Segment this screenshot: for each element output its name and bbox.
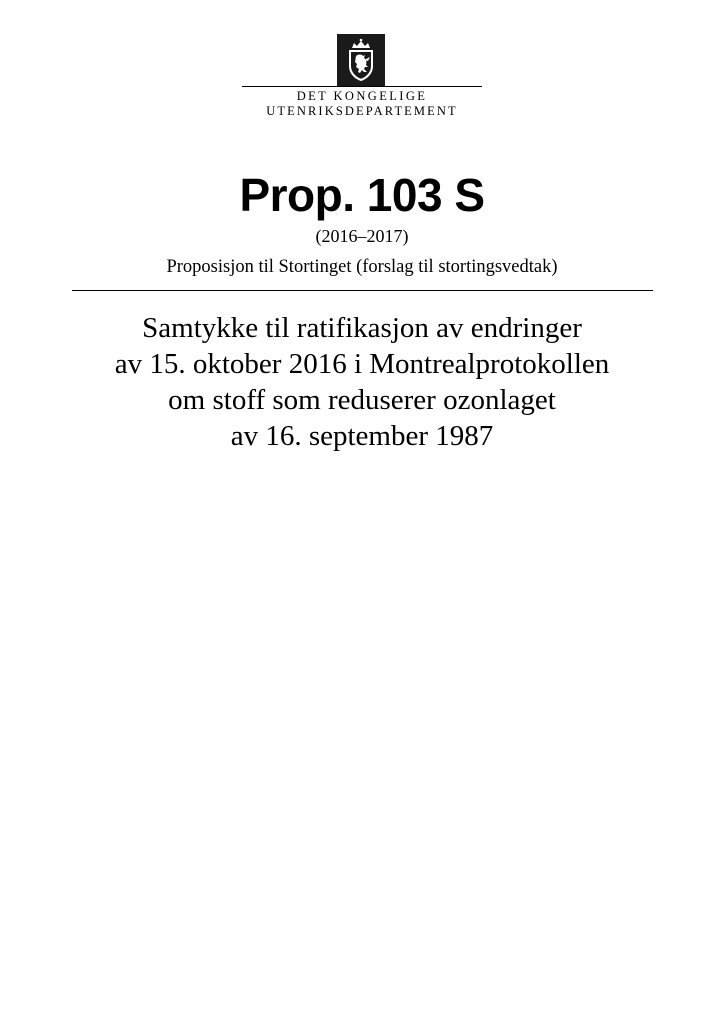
coat-of-arms-icon xyxy=(337,34,385,86)
ministry-line-2: UTENRIKSDEPARTEMENT xyxy=(266,104,458,118)
ministry-top-rule xyxy=(242,86,482,87)
proposition-type: Proposisjon til Stortinget (forslag til stortingsvedtak) xyxy=(166,257,558,277)
ministry-name-block xyxy=(240,86,484,119)
ministry-line-1: DET KONGELIGE xyxy=(296,89,428,103)
session-years: (2016–2017) xyxy=(315,226,409,246)
title-divider xyxy=(72,290,653,291)
document-title-line-2: av 15. oktober 2016 i Montrealprotokollen xyxy=(114,348,610,380)
document-title-line-3: om stoff som reduserer ozonlaget xyxy=(168,384,556,416)
document-title xyxy=(0,310,724,454)
document-title-line-4: av 16. september 1987 xyxy=(230,420,494,452)
document-title-line-1: Samtykke til ratifikasjon av endringer xyxy=(142,312,582,344)
proposition-number: Prop. 103 S xyxy=(239,169,485,221)
